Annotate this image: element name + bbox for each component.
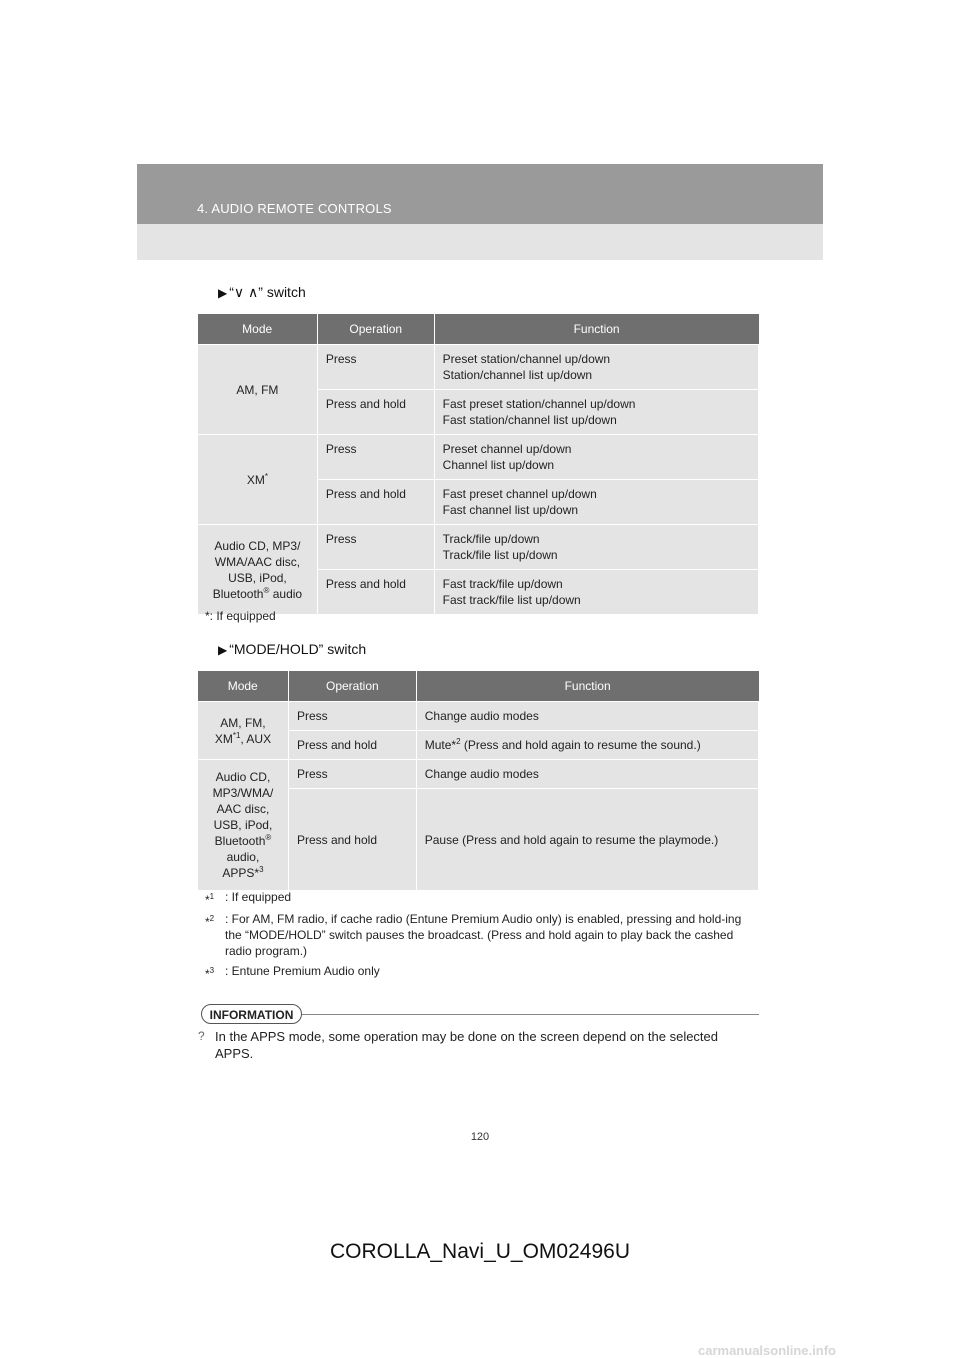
page-number: 120 [470,1131,490,1143]
footnote-3: *$^3$ : Entune Premium Audio only [205,964,380,981]
mode-cell: AM, FM [198,345,318,435]
switch1-heading [218,284,306,301]
operation-cell: Press [288,702,416,731]
switch1-table [197,314,759,615]
column-header-operation: Operation [317,314,434,345]
operation-cell: Press and hold [317,390,434,435]
function-cell: Change audio modes [416,760,758,789]
function-cell: Preset channel up/down Channel list up/down [434,435,758,480]
mode-cell: AM, FM, XM$^{*1}$, AUX [198,702,289,760]
function-cell: Change audio modes [416,702,758,731]
function-cell: Preset station/channel up/down Station/channel list up/down [434,345,758,390]
operation-cell: Press and hold [288,731,416,760]
operation-cell: Press and hold [317,480,434,525]
column-header-operation: Operation [288,671,416,702]
operation-cell: Press and hold [317,570,434,615]
function-cell: Fast preset channel up/down Fast channel list up/down [434,480,758,525]
mode-cell: XM* [198,435,318,525]
watermark: carmanualsonline.info [698,1343,836,1358]
switch1-heading-text: “∨ ∧” switch [229,284,306,300]
information-text: In the APPS mode, some operation may be done on the screen depend on the selected APPS. [215,1029,719,1061]
information-badge: INFORMATION [201,1004,302,1024]
triangle-bullet-icon: ▶ [218,643,228,657]
header-subband [137,224,823,260]
switch2-table [197,671,759,891]
section-label: 4. AUDIO REMOTE CONTROLS [197,201,392,216]
table-row [198,760,759,789]
bullet-icon: ? [198,1029,205,1043]
table-row [198,702,759,731]
switch2-heading [218,641,366,657]
function-cell: Track/file up/down Track/file list up/down [434,525,758,570]
table-row [198,435,759,480]
mode-cell: Audio CD, MP3/WMA/ AAC disc, USB, iPod, Bluetooth® audio, APPS*$^3$ [198,760,289,891]
operation-cell: Press [317,525,434,570]
table-row [198,525,759,570]
information-item [198,1028,758,1062]
function-cell: Fast track/file up/down Fast track/file list up/down [434,570,758,615]
operation-cell: Press and hold [288,789,416,891]
operation-cell: Press [317,435,434,480]
footnote-2: *$^2$ : For AM, FM radio, if cache radio (Entune Premium Audio only) is enabled, pressing and hold-ing the “MODE/HOLD” switch pauses the broadcast. (Press and hold again to play back the cashed radio program.) [205,912,742,958]
function-cell: Mute*$^2$ (Press and hold again to resume the sound.) [416,731,758,760]
footnote-1: *$^1$ : If equipped [205,890,292,907]
triangle-bullet-icon: ▶ [218,286,228,300]
table-header-row [198,671,759,702]
function-cell: Fast preset station/channel up/down Fast station/channel list up/down [434,390,758,435]
function-cell: Pause (Press and hold again to resume the playmode.) [416,789,758,891]
operation-cell: Press [288,760,416,789]
column-header-mode: Mode [198,314,318,345]
switch2-heading-text: “MODE/HOLD” switch [229,641,367,657]
operation-cell: Press [317,345,434,390]
table-header-row [198,314,759,345]
column-header-function: Function [434,314,758,345]
mode-cell: Audio CD, MP3/ WMA/AAC disc, USB, iPod, Bluetooth® audio [198,525,318,615]
column-header-function: Function [416,671,758,702]
information-divider [302,1014,759,1015]
document-code: COROLLA_Navi_U_OM02496U [330,1240,630,1263]
switch1-footnote: *: If equipped [205,609,276,623]
column-header-mode: Mode [198,671,289,702]
table-row [198,345,759,390]
